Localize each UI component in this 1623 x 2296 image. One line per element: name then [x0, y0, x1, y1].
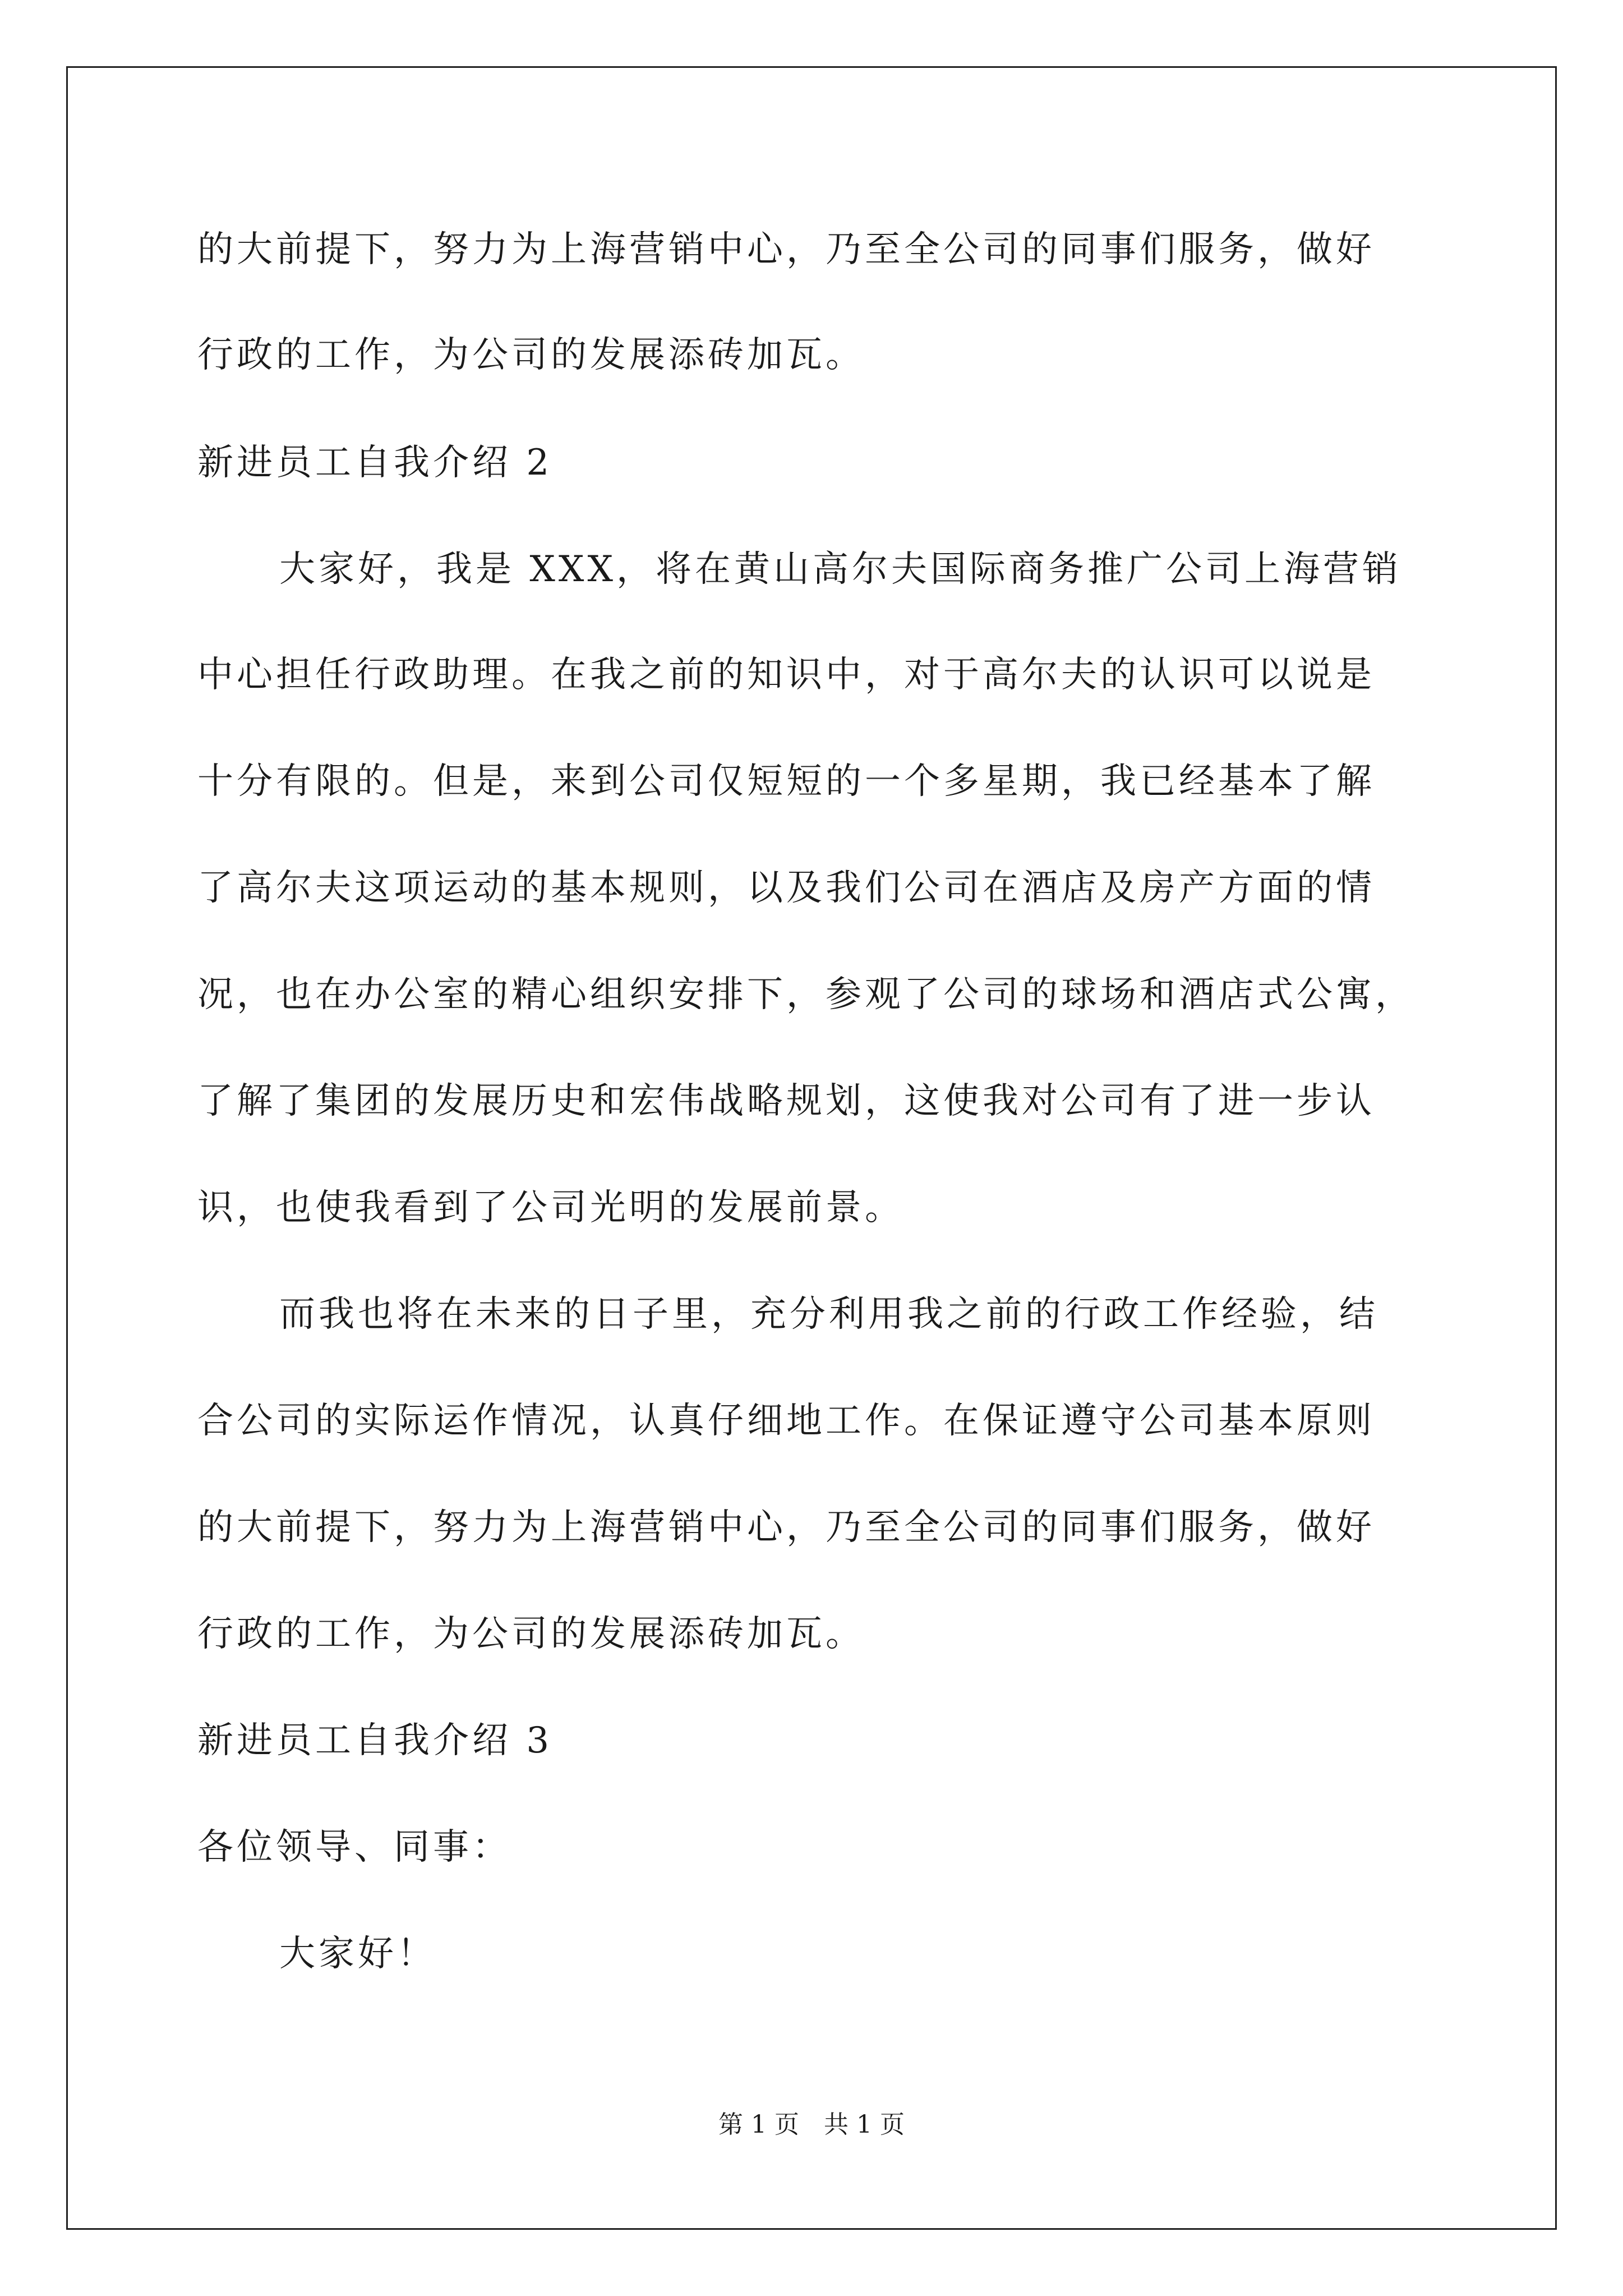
- body-line: 了解了集团的发展历史和宏伟战略规划，这使我对公司有了进一步认: [197, 1080, 1375, 1122]
- body-line: 十分有限的。但是，来到公司仅短短的一个多星期，我已经基本了解: [197, 761, 1375, 802]
- body-line: 了高尔夫这项运动的基本规则，以及我们公司在酒店及房产方面的情: [197, 867, 1375, 909]
- section-heading: 新进员工自我介绍 3: [197, 1720, 553, 1761]
- page-number: 第 1 页 共 1 页: [718, 2110, 905, 2139]
- body-line: 的大前提下，努力为上海营销中心，乃至全公司的同事们服务，做好: [197, 229, 1375, 270]
- body-line: 况，也在办公室的精心组织安排下，参观了公司的球场和酒店式公寓，: [197, 974, 1414, 1015]
- section-heading: 新进员工自我介绍 2: [197, 442, 553, 484]
- body-line: 中心担任行政助理。在我之前的知识中，对于高尔夫的认识可以说是: [197, 654, 1375, 696]
- salutation: 各位领导、同事：: [197, 1826, 511, 1868]
- body-line: 而我也将在未来的日子里，充分利用我之前的行政工作经验，结: [279, 1294, 1378, 1335]
- body-line: 合公司的实际运作情况，认真仔细地工作。在保证遵守公司基本原则: [197, 1400, 1375, 1442]
- body-line: 行政的工作，为公司的发展添砖加瓦。: [197, 334, 865, 376]
- greeting: 大家好！: [279, 1933, 436, 1975]
- body-line: 的大前提下，努力为上海营销中心，乃至全公司的同事们服务，做好: [197, 1507, 1375, 1548]
- body-line: 大家好，我是 XXX，将在黄山高尔夫国际商务推广公司上海营销: [279, 549, 1402, 590]
- body-line: 识，也使我看到了公司光明的发展前景。: [197, 1187, 904, 1228]
- page-frame: [66, 66, 1557, 2230]
- body-line: 行政的工作，为公司的发展添砖加瓦。: [197, 1613, 865, 1655]
